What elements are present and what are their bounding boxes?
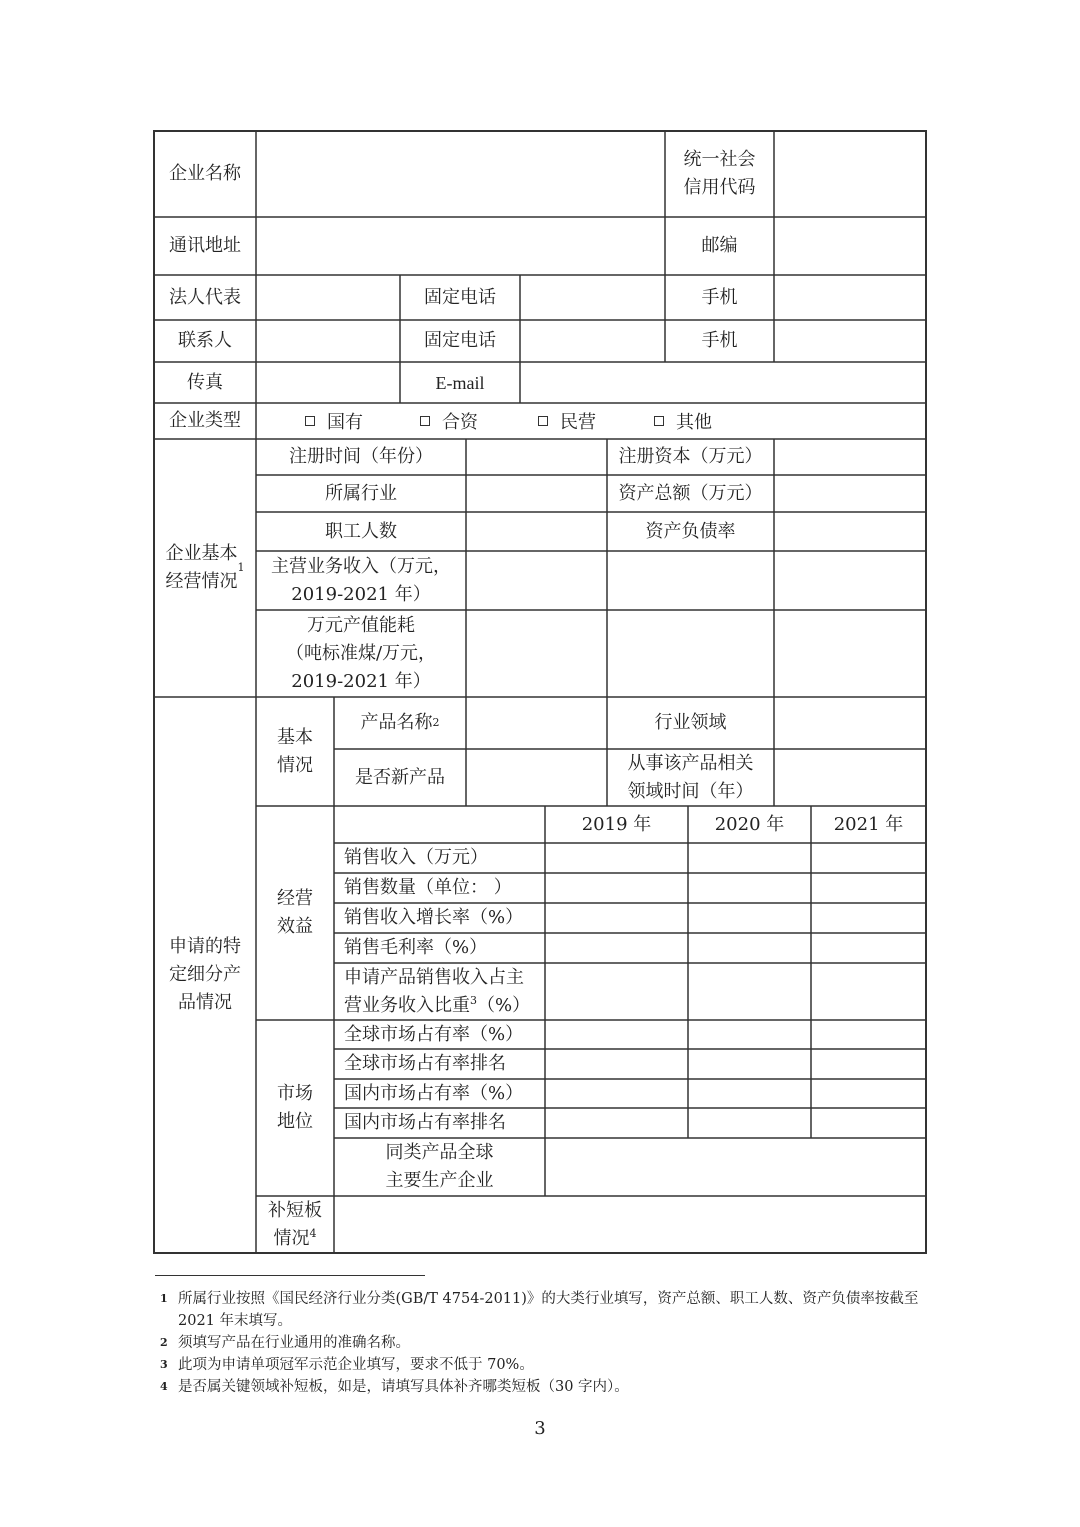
label-email: E-mail	[435, 372, 485, 393]
input-total-assets[interactable]	[774, 475, 926, 512]
input-postcode[interactable]	[774, 217, 926, 275]
input-reg-time[interactable]	[466, 439, 607, 475]
input-main-revenue-2[interactable]	[607, 551, 774, 610]
label-enterprise-type: 企业类型	[169, 410, 241, 431]
input-debt-ratio[interactable]	[774, 512, 926, 551]
share-main-text: 申请产品销售收入占主 营业务收入比重	[344, 966, 524, 1016]
label-reg-capital: 注册资本（万元）	[618, 446, 763, 467]
input-shortboard[interactable]	[334, 1196, 926, 1253]
page-number: 3	[534, 1418, 546, 1439]
label-domestic-share: 国内市场占有率（%）	[344, 1082, 524, 1104]
label-margin: 销售毛利率（%）	[344, 937, 488, 958]
footnote-divider	[155, 1275, 425, 1276]
label-reg-time: 注册时间（年份）	[289, 446, 433, 467]
checkbox-icon[interactable]	[305, 416, 315, 426]
input-legal-rep-phone[interactable]	[520, 275, 665, 320]
label-global-rank: 全球市场占有率排名	[344, 1053, 506, 1074]
label-growth: 销售收入增长率（%）	[344, 907, 524, 928]
label-enterprise-name: 企业名称	[169, 163, 241, 184]
input-credit-code[interactable]	[774, 131, 926, 217]
input-years-in-field[interactable]	[774, 749, 926, 806]
label-product-name: 产品名称 2	[334, 697, 466, 749]
option-label: 其他	[676, 412, 712, 433]
share-main-unit: （%）	[477, 994, 531, 1016]
header-year-2021: 2021 年	[833, 813, 904, 835]
input-employees[interactable]	[466, 512, 607, 551]
input-is-new[interactable]	[466, 749, 607, 806]
label-sales-qty: 销售数量（单位： ）	[344, 877, 512, 898]
checkbox-icon[interactable]	[654, 416, 664, 426]
input-fax[interactable]	[256, 362, 400, 403]
input-competitors[interactable]	[545, 1138, 926, 1196]
footnote: 4 是否属关键领域补短板，如是，请填写具体补齐哪类短板（30 字内）。	[160, 1379, 629, 1395]
label-contact: 联系人	[178, 330, 232, 351]
label-basic-ops: 企业基本 经营情况 1	[154, 439, 256, 697]
label-employees: 职工人数	[325, 520, 397, 542]
input-legal-rep-mobile[interactable]	[774, 275, 926, 320]
footnotes	[160, 1288, 930, 1398]
basic-ops-text: 企业基本 经营情况	[165, 543, 238, 592]
label-main-revenue: 主营业务收入（万元， 2019-2021 年）	[271, 555, 451, 605]
label-legal-rep: 法人代表	[169, 286, 241, 308]
label-contact-phone: 固定电话	[424, 330, 496, 351]
label-sales-revenue: 销售收入（万元）	[344, 847, 488, 868]
input-contact-phone[interactable]	[520, 320, 665, 362]
footnote-ref-4: 4	[309, 1226, 317, 1240]
label-debt-ratio: 资产负债率	[645, 520, 736, 542]
footnote-ref-3: 3	[470, 993, 477, 1007]
input-main-revenue-1[interactable]	[466, 551, 607, 610]
label-address: 通讯地址	[169, 235, 241, 256]
label-years-in-field: 从事该产品相关 领域时间（年）	[627, 752, 754, 802]
input-field[interactable]	[774, 697, 926, 749]
label-fax: 传真	[187, 371, 223, 393]
input-email[interactable]	[520, 362, 926, 403]
input-contact-mobile[interactable]	[774, 320, 926, 362]
product-name-text: 产品名称	[360, 712, 433, 733]
label-share-main	[334, 963, 545, 1020]
label-global-share: 全球市场占有率（%）	[344, 1023, 524, 1045]
label-is-new: 是否新产品	[355, 766, 445, 788]
label-legal-rep-mobile: 手机	[701, 286, 738, 308]
label-basic-info: 基本 情况	[277, 726, 313, 776]
option-state-owned[interactable]	[305, 403, 363, 439]
shortboard-text: 补短板 情况	[268, 1199, 322, 1249]
option-label: 国有	[327, 412, 363, 433]
label-op-benefit: 经营 效益	[277, 888, 313, 937]
option-joint-venture[interactable]	[420, 403, 478, 439]
input-legal-rep[interactable]	[256, 275, 400, 320]
label-domestic-rank: 国内市场占有率排名	[344, 1112, 506, 1133]
label-total-assets: 资产总额（万元）	[618, 482, 763, 504]
footnote: 3 此项为申请单项冠军示范企业填写，要求不低于 70%。	[160, 1357, 534, 1373]
label-shortboard	[256, 1196, 334, 1253]
checkbox-icon[interactable]	[538, 416, 548, 426]
input-enterprise-name[interactable]	[256, 131, 665, 217]
checkbox-icon[interactable]	[420, 416, 430, 426]
input-energy-1[interactable]	[466, 610, 607, 697]
header-year-2020: 2020 年	[714, 813, 785, 835]
label-competitors: 同类产品全球 主要生产企业	[385, 1142, 494, 1191]
label-credit-code: 统一社会 信用代码	[683, 149, 756, 198]
option-label: 民营	[560, 412, 596, 433]
option-private[interactable]	[538, 403, 596, 439]
label-product-section: 申请的特 定细分产 品情况	[169, 936, 241, 1013]
input-energy-2[interactable]	[607, 610, 774, 697]
label-postcode: 邮编	[701, 235, 738, 256]
label-contact-mobile: 手机	[701, 330, 738, 351]
label-legal-rep-phone: 固定电话	[424, 286, 496, 308]
option-label: 合资	[442, 412, 478, 433]
label-industry: 所属行业	[325, 482, 397, 504]
input-reg-capital[interactable]	[774, 439, 926, 475]
input-address[interactable]	[256, 217, 665, 275]
input-industry[interactable]	[466, 475, 607, 512]
option-other[interactable]	[654, 403, 712, 439]
header-year-2019: 2019 年	[581, 813, 652, 835]
label-field: 行业领域	[654, 712, 727, 733]
footnote: 2 须填写产品在行业通用的准确名称。	[160, 1335, 410, 1351]
label-market-pos: 市场 地位	[277, 1083, 313, 1132]
input-main-revenue-3[interactable]	[774, 551, 926, 610]
input-product-name[interactable]	[466, 697, 607, 749]
input-contact[interactable]	[256, 320, 400, 362]
footnote: 1 所属行业按照《国民经济行业分类(GB/T 4754-2011)》的大类行业填写，资产总额、职工人数、资产负债率按截至 2021 年末填写。	[160, 1291, 919, 1329]
label-energy: 万元产值能耗 （吨标准煤/万元， 2019-2021 年）	[285, 614, 437, 692]
input-energy-3[interactable]	[774, 610, 926, 697]
